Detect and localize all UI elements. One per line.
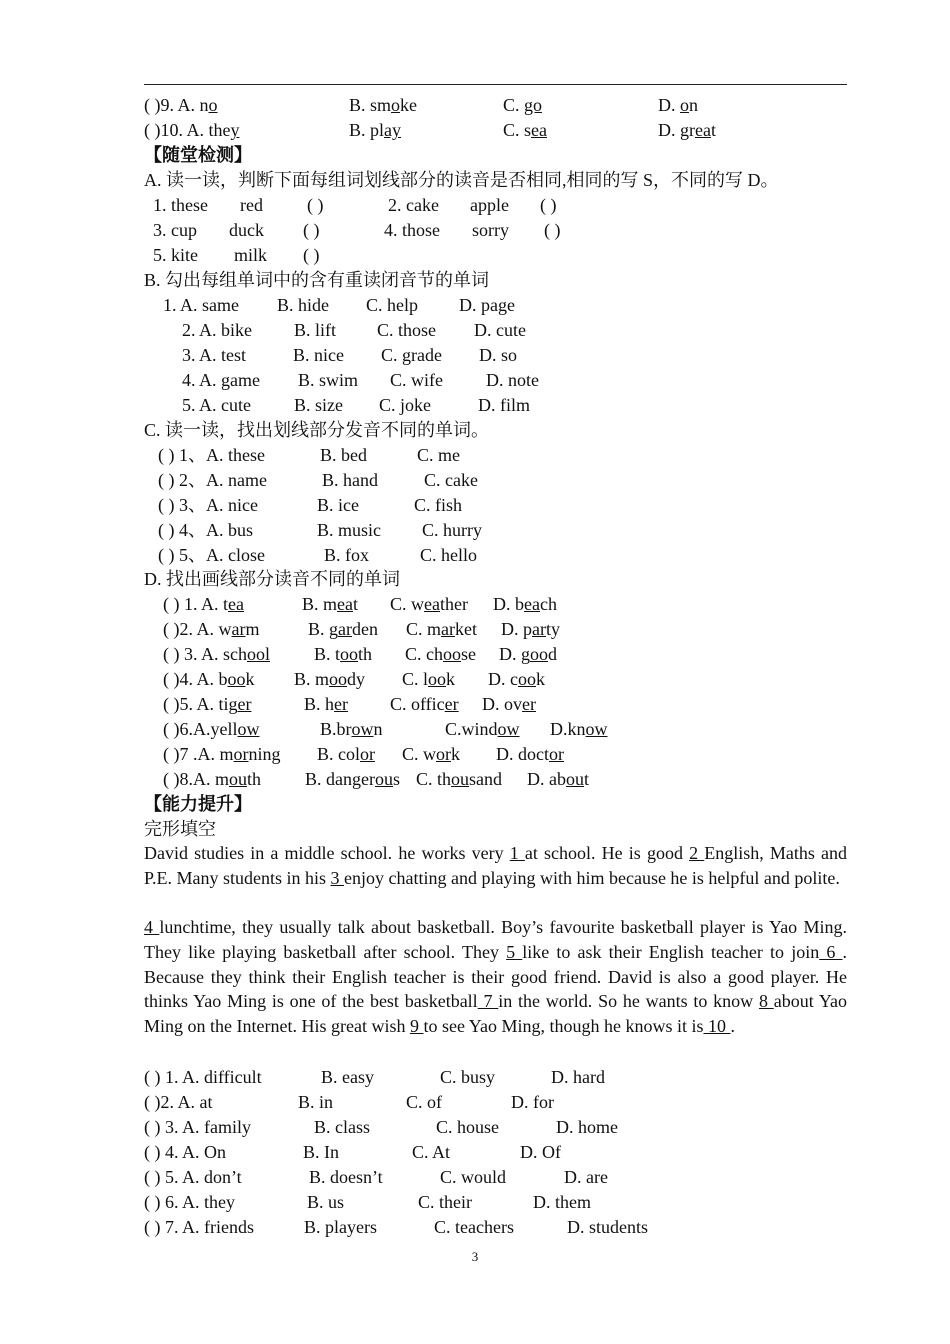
page-number: 3 [471,1249,479,1264]
header-rule [144,84,847,85]
section-heading-in-class-test: 【随堂检测】 [144,145,252,165]
cloze-paragraph-1: David studies in a middle school. he works very 1 at school. He is good 2 English, Maths and P.E. Many students in his 3 enjoy chatting and playing with him because he is helpful and polite. [144,843,848,888]
option-b: B. play [349,120,402,140]
option-d: D. great [658,120,716,140]
option-c: C. go [503,95,543,115]
part-b-instructions: B. 勾出每组单词中的含有重读闭音节的单词 [144,270,490,290]
part-c-instructions: C. 读一读，找出划线部分发音不同的单词。 [144,420,490,440]
cloze-paragraph-2: 4 lunchtime, they usually talk about basketball. Boy’s favourite basketball player is Yao Ming. They like playing basketball after school. They 5 like to ask their English teacher to join 6 . Because they think their English teacher is their good friend. David is also a good player. He thinks Yao Ming is one of the best basketball 7 in the world. So he wants to know 8 about Yao Ming on the Internet. His great wish 9 to see Yao Ming, though he knows it is 10 . [144,917,848,1037]
part-d-instructions: D. 找出画线部分读音不同的单词 [144,569,400,589]
option-b: B. smoke [349,95,418,115]
part-a-instructions: A. 读一读，判断下面每组词划线部分的读音是否相同,相同的写 S，不同的写 D。 [144,170,779,190]
option-a: ( )10. A. they [144,120,240,140]
section-heading-ability-improvement: 【能力提升】 [144,794,252,814]
cloze-title: 完形填空 [144,819,216,839]
option-c: C. sea [503,120,547,140]
option-a: ( )9. A. no [144,95,218,115]
option-d: D. on [658,95,698,115]
